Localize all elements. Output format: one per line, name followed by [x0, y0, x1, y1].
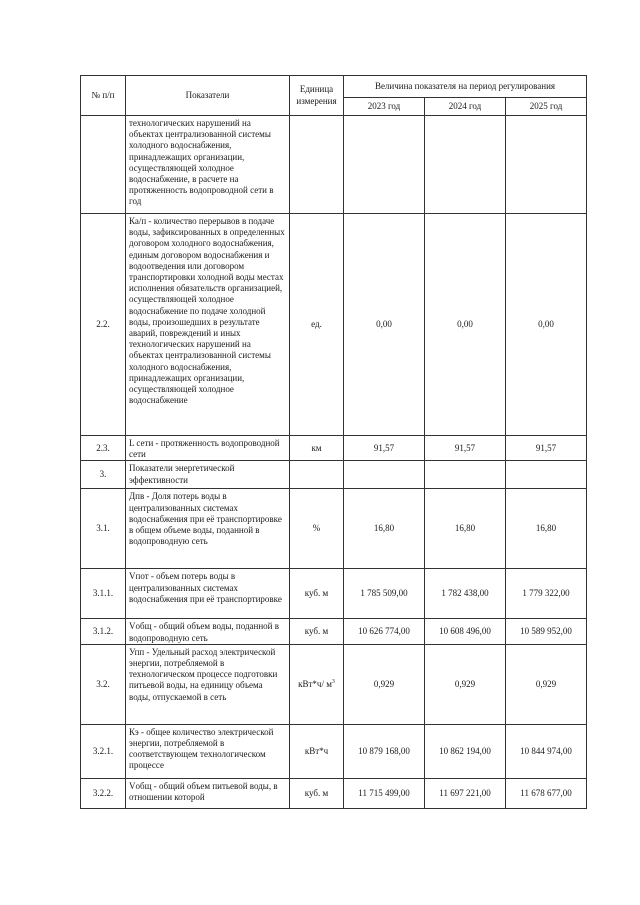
- row-value-2023: 0,00: [344, 214, 425, 436]
- row-value-2024: 0,00: [425, 214, 506, 436]
- row-value-2024: 1 782 438,00: [425, 569, 506, 619]
- row-unit: км: [290, 436, 344, 461]
- table-row: [81, 116, 587, 214]
- row-value-2023: 11 715 499,00: [344, 778, 425, 808]
- row-indicator: Упп - Удельный расход электрической энергии, потребляемой в технологическом процессе подготовки питьевой воды, на единицу объема воды, отпускаемой в сеть: [126, 644, 290, 724]
- table-row: [81, 619, 587, 644]
- row-number: 3.1.: [81, 489, 126, 569]
- row-value-2023: [344, 461, 425, 489]
- row-value-2023: 10 626 774,00: [344, 619, 425, 644]
- row-indicator: Кэ - общее количество электрической энергии, потребляемой в соответствующем технологическом процессе: [126, 724, 290, 778]
- row-unit: куб. м: [290, 569, 344, 619]
- row-value-2023: [344, 116, 425, 214]
- header-row: [81, 76, 587, 98]
- row-number: 3.2.2.: [81, 778, 126, 808]
- header-indicator: Показатели: [126, 76, 290, 116]
- row-number: 3.1.1.: [81, 569, 126, 619]
- row-number: 2.3.: [81, 436, 126, 461]
- row-unit: [290, 644, 344, 724]
- row-value-2025: 11 678 677,00: [506, 778, 587, 808]
- row-value-2025: 0,929: [506, 644, 587, 724]
- table-row: [81, 644, 587, 724]
- row-value-2025: 10 844 974,00: [506, 724, 587, 778]
- header-year-2023: 2023 год: [344, 98, 425, 116]
- row-value-2024: 11 697 221,00: [425, 778, 506, 808]
- table-row: [81, 489, 587, 569]
- row-value-2024: 10 608 496,00: [425, 619, 506, 644]
- row-value-2025: 91,57: [506, 436, 587, 461]
- row-value-2023: 16,80: [344, 489, 425, 569]
- table-row: [81, 214, 587, 436]
- row-unit: куб. м: [290, 778, 344, 808]
- header-year-2024: 2024 год: [425, 98, 506, 116]
- row-unit: кВт*ч: [290, 724, 344, 778]
- row-number: 3.1.2.: [81, 619, 126, 644]
- row-indicator: Vпот - объем потерь воды в централизованных системах водоснабжения при её транспортировке: [126, 569, 290, 619]
- row-value-2023: 0,929: [344, 644, 425, 724]
- table-row: [81, 461, 587, 489]
- header-unit: Единица измерения: [290, 76, 344, 116]
- row-value-2024: [425, 461, 506, 489]
- unit-text: кВт*ч/ м: [298, 678, 332, 689]
- table-row: [81, 569, 587, 619]
- row-value-2023: 91,57: [344, 436, 425, 461]
- header-period: Величина показателя на период регулирования: [344, 76, 587, 98]
- row-value-2025: 1 779 322,00: [506, 569, 587, 619]
- row-unit: ед.: [290, 214, 344, 436]
- row-number: [81, 116, 126, 214]
- row-indicator: Показатели энергетической эффективности: [126, 461, 290, 489]
- row-unit: [290, 116, 344, 214]
- row-value-2023: 10 879 168,00: [344, 724, 425, 778]
- row-value-2025: [506, 116, 587, 214]
- row-value-2024: 0,929: [425, 644, 506, 724]
- row-indicator: Vобщ - общий объем воды, поданной в водопроводную сеть: [126, 619, 290, 644]
- row-value-2025: [506, 461, 587, 489]
- header-num: № п/п: [81, 76, 126, 116]
- row-number: 3.2.: [81, 644, 126, 724]
- row-value-2024: 10 862 194,00: [425, 724, 506, 778]
- row-indicator: Ка/п - количество перерывов в подаче воды, зафиксированных в определенных договором холодного водоснабжения, единым договором водоснабжения и водоотведения или договором транспортировки холодной воды местах исполнения обязательств организацией, осуществляющей холодное водоснабжение по подаче холодной воды, произошедших в результате аварий, повреждений и иных технологических нарушений на объектах централизованной системы холодного водоснабжения, принадлежащих организации, осуществляющей холодное водоснабжение: [126, 214, 290, 436]
- row-indicator: Vобщ - общий объем питьевой воды, в отношении которой: [126, 778, 290, 808]
- table-row: [81, 778, 587, 808]
- row-number: 3.: [81, 461, 126, 489]
- unit-superscript: 3: [331, 678, 335, 685]
- row-value-2024: 16,80: [425, 489, 506, 569]
- table-row: [81, 436, 587, 461]
- row-value-2025: 16,80: [506, 489, 587, 569]
- row-value-2023: 1 785 509,00: [344, 569, 425, 619]
- row-unit: [290, 461, 344, 489]
- row-indicator: технологических нарушений на объектах централизованной системы холодного водоснабжения, принадлежащих организации, осуществляющей холодное водоснабжение, в расчете на протяженность водопроводной сети в год: [126, 116, 290, 214]
- row-indicator: Дпв - Доля потерь воды в централизованных системах водоснабжения при её транспортировке в общем объеме воды, поданной в водопроводную сеть: [126, 489, 290, 569]
- row-indicator: L сети - протяженность водопроводной сети: [126, 436, 290, 461]
- row-unit: %: [290, 489, 344, 569]
- row-number: 3.2.1.: [81, 724, 126, 778]
- row-value-2024: 91,57: [425, 436, 506, 461]
- row-value-2024: [425, 116, 506, 214]
- row-number: 2.2.: [81, 214, 126, 436]
- header-year-2025: 2025 год: [506, 98, 587, 116]
- row-value-2025: 10 589 952,00: [506, 619, 587, 644]
- row-value-2025: 0,00: [506, 214, 587, 436]
- indicators-table: [80, 75, 587, 809]
- table-row: [81, 724, 587, 778]
- row-unit: куб. м: [290, 619, 344, 644]
